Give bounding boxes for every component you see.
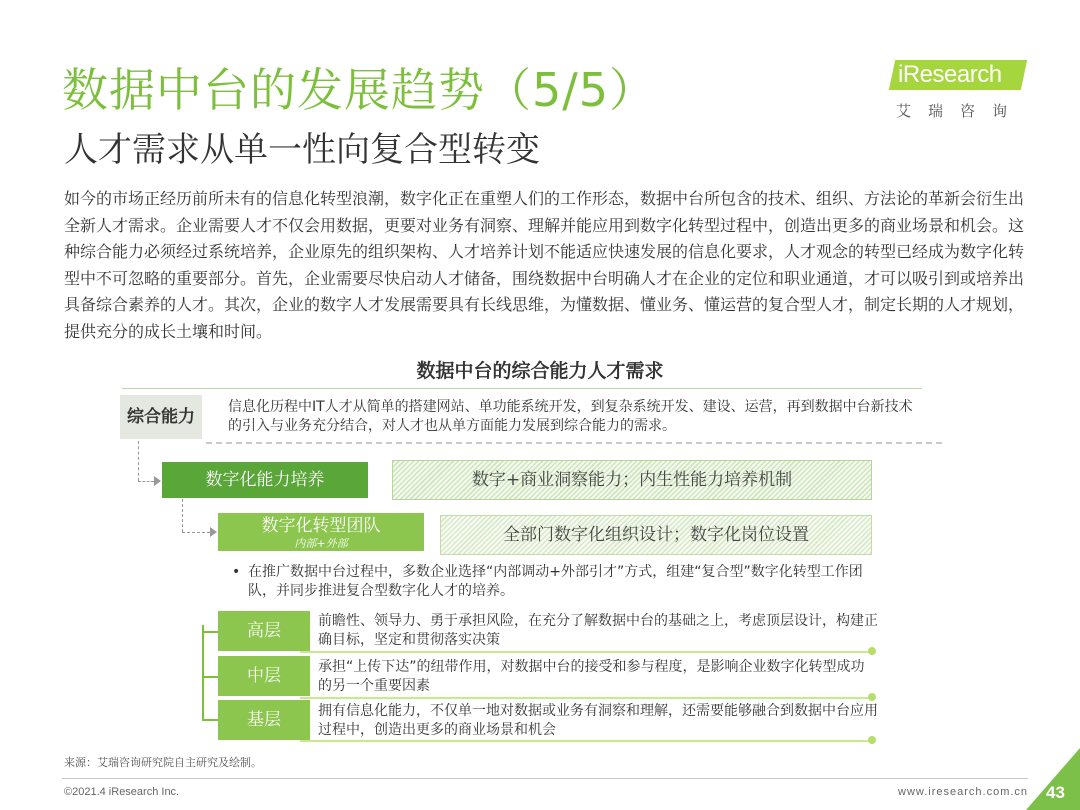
level-base-underline [300,740,870,742]
level-high-box: 高层 [218,611,310,651]
page-title: 数据中台的发展趋势（5/5） [62,63,657,117]
level-mid-desc: 承担“上传下达”的纽带作用，对数据中台的接受和参与程度，是影响企业数字化转型成功的另一个重要因素 [318,659,865,694]
iresearch-logo [892,58,1027,120]
level-base-dot [868,736,876,744]
intro-paragraph: 如今的市场正经历前所未有的信息化转型浪潮，数字化正在重塑人们的工作形态，数据中台所包含的技术、组织、方法论的革新会衍生出全新人才需求。企业需要人才不仅会用数据，更要对业务有洞察、理解并能应用到数字化转型过程中，创造出更多的商业场景和机会。这种综合能力必须经过系统培养，企业原先的组织架构、人才培养计划不能适应快速发展的信息化要求，人才观念的转型已经成为数字化转型中不可忽略的重要部分。首先，企业需要尽快启动人才储备，围绕数据中台明确人才在企业的定位和职业通道，才可以吸引到或培养出具备综合素养的人才。其次，企业的数字人才发展需要具有长线思维，为懂数据、懂业务、懂运营的复合型人才，制定长期的人才规划，提供充分的成长土壤和时间。 [64,189,1025,341]
level-base-desc: 拥有信息化能力，不仅单一地对数据或业务有洞察和理解，还需要能够融合到数据中台应用过程中，创造出更多的商业场景和机会 [318,703,878,738]
level-bracket-line [202,625,204,719]
page-subtitle: 人才需求从单一性向复合型转变 [64,130,540,170]
transformation-team-box [218,513,424,551]
level-mid-dot [868,693,876,701]
arrow-right-icon [210,527,217,537]
connector-line [182,499,183,532]
transformation-team-sub: 内部+外部 [294,537,348,550]
logo-cn-text: 艾瑞咨询 [896,102,1025,120]
source-note: 来源：艾瑞咨询研究院自主研究及绘制。 [64,756,262,769]
level-mid-box: 中层 [218,656,310,696]
digital-ability-desc: 数字+商业洞察能力；内生性能力培养机制 [392,460,872,500]
level-bracket-tick [202,719,218,721]
level-bracket-tick [202,676,218,678]
level-high-dot [868,647,876,655]
level-mid-underline [300,697,870,699]
diagram-title: 数据中台的综合能力人才需求 [416,360,664,382]
transformation-team-label: 数字化转型团队 [261,516,381,536]
transformation-team-desc: 全部门数字化组织设计；数字化岗位设置 [440,515,872,555]
digital-ability-box: 数字化能力培养 [162,462,368,498]
copyright: ©2021.4 iResearch Inc. [64,786,180,798]
level-high-underline [300,651,870,653]
website-link: www.iresearch.com.cn [898,786,1029,798]
zonghe-ability-box: 综合能力 [120,395,202,439]
footer-divider [62,778,1028,779]
level-base-box: 基层 [218,700,310,740]
connector-line [138,441,139,481]
connector-line [182,532,210,533]
bullet-icon: • [232,564,241,580]
bullet-text: 在推广数据中台过程中，多数企业选择“内部调动+外部引才”方式，组建“复合型”数字化转型工作团队，并同步推进复合型数字化人才的培养。 [248,564,863,599]
connector-line [138,481,154,482]
diagram-top-divider [122,388,922,389]
level-bracket-tick [202,631,218,633]
arrow-right-icon [154,476,161,486]
page-number: 43 [1046,783,1065,802]
dashed-separator [206,442,942,444]
zonghe-ability-desc: 信息化历程中IT人才从简单的搭建网站、单功能系统开发，到复杂系统开发、建设、运营，再到数据中台新技术的引入与业务充分结合，对人才也从单方面能力发展到综合能力的需求。 [228,399,913,434]
logo-brand-text: iResearch [898,61,1002,88]
level-high-desc: 前瞻性、领导力、勇于承担风险，在充分了解数据中台的基础之上，考虑顶层设计，构建正确目标，坚定和贯彻落实决策 [318,613,878,648]
